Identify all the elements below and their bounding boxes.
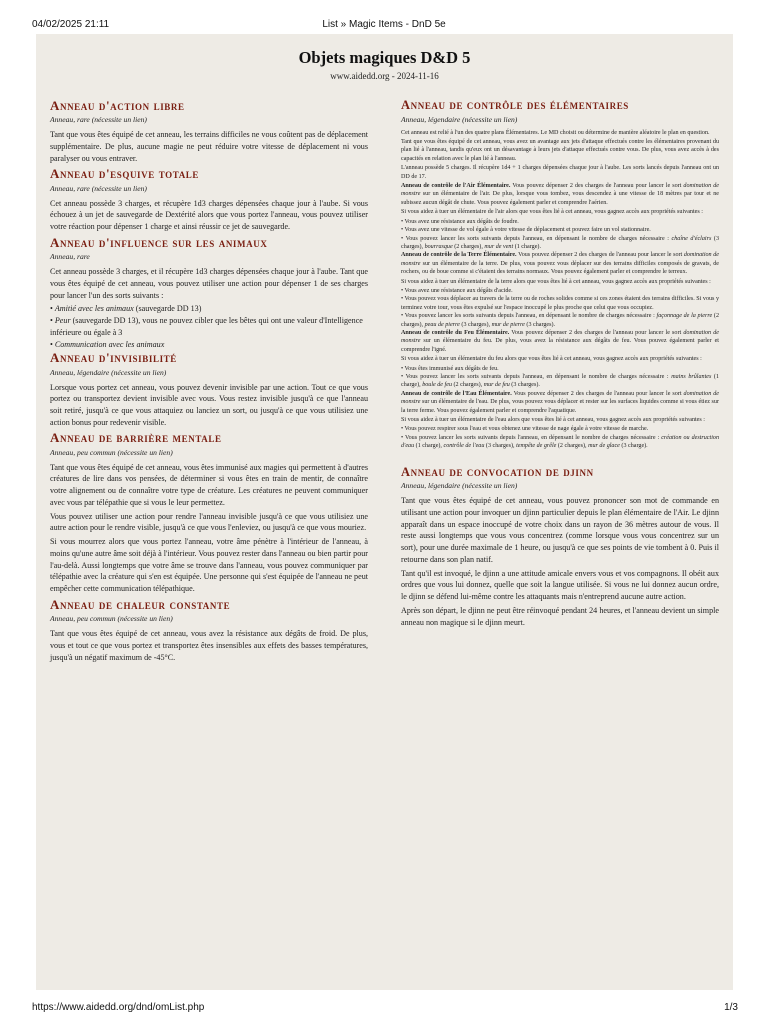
item-anneau-convocation-djinn <box>401 465 719 629</box>
spell-name: Amitié avec les animaux <box>54 304 134 314</box>
text-run: • Vous pouvez lancer les sorts suivants depuis l'anneau, en dépensant le nombre de charges nécessaire : <box>401 235 672 242</box>
property-list-item <box>401 312 719 329</box>
item-anneau-barriere-mentale <box>50 430 368 594</box>
text-run: (3 charges), <box>459 321 492 328</box>
spell-name: création ou destruction d'eau <box>401 434 719 450</box>
text-run: • Vous pouvez respirer sous l'eau et vous obtenez une vitesse de nage égale à votre vitesse de marche. <box>401 426 649 433</box>
item-title: Anneau d'influence sur les animaux <box>50 234 268 250</box>
text-run: (2 charges), <box>452 382 484 389</box>
item-title: Anneau de convocation de djinn <box>401 464 594 479</box>
text-run: • Vous pouvez lancer les sorts suivants depuis l'anneau, en dépensant le nombre de charges nécessaire : <box>401 434 662 441</box>
item-paragraph: Tant que vous êtes équipé de cet anneau, les terrains difficiles ne vous coûtent pas de déplacement supplémentaire. De plus, aucune magie ne peut réduire votre vitesse de déplacement ni vous paralyser ou vous entraver. <box>50 130 368 163</box>
spell-detail: (sauvegarde DD 13) <box>133 304 202 314</box>
text-run: (2 charges), <box>556 443 589 450</box>
property-list-item <box>401 365 719 373</box>
item-meta: Anneau, légendaire (nécessite un lien) <box>401 114 518 124</box>
item-anneau-invisibilite <box>50 350 368 428</box>
text-run: sur un élémentaire du feu. De plus, vous avez la résistance aux dégâts de feu. Vous pouvez également parler et comprendre l'igné. <box>401 338 719 353</box>
text-run: Vous pouvez dépenser 2 des charges de l'anneau pour lancer le sort <box>516 252 684 259</box>
item-anneau-action-libre <box>50 98 368 164</box>
spell-detail: (sauvegarde DD 13), vous ne pouvez cibler que les bêtes qui ont une valeur d'Intelligence inférieure ou égale à 3 <box>50 316 363 337</box>
property-list-item <box>401 425 719 433</box>
subsection-note: Si vous aidez à tuer un élémentaire du feu alors que vous êtes lié à cet anneau, vous gagnez accès aux propriétés suivantes : <box>401 356 702 363</box>
document-subtitle: www.aidedd.org - 2024-11-16 <box>330 71 439 81</box>
spell-name: Peur <box>54 316 71 326</box>
spell-name: Communication avec les animaux <box>54 339 165 349</box>
text-run: Vous pouvez dépenser 2 des charges de l'anneau pour lancer le sort <box>510 183 684 190</box>
item-paragraph: Cet anneau est relié à l'un des quatre plans Élémentaires. Le MD choisit ou détermine de manière aléatoire le plan en question. <box>401 129 710 136</box>
text-run: (3 charges), <box>401 235 719 250</box>
item-meta: Anneau, peu commun (nécessite un lien) <box>50 614 173 624</box>
item-paragraph: Si vous mourrez alors que vous portez l'anneau, votre âme pénètre à l'intérieur de l'anneau, à moins qu'une autre âme soit déjà à l'intérieur. Vous pouvez rester dans l'anneau ou bien partir pour l'au-delà. Aussi longtemps que votre âme se trouve dans l'anneau, vous pouvez communiquer par télépathie avec la créature qui s'en est équipée. Une personne qui s'est équipée de l'anneau ne peut empêcher cette communication télépathique. <box>50 537 368 594</box>
text-run: (3 charges). <box>524 321 556 328</box>
subsection-paragraph <box>401 251 719 276</box>
spell-name: mur de pierre <box>491 321 525 328</box>
item-meta: Anneau, rare (nécessite un lien) <box>50 115 147 125</box>
text-run: sur un élémentaire de l'eau. De plus, vous pouvez vous déplacer et rester sur les surfaces liquides comme si vous étiez sur la terre ferme. Vous pouvez également parler et comprendre l'aquatique. <box>401 399 719 414</box>
text-run: • Vous pouvez vous déplacer au travers de la terre ou de roches solides comme si ces zones étaient des terrains difficiles. Si vous y terminez votre tour, vous êtes expulsé sur l'espace inoccupé le plus proche que celui que vous occupiez. <box>401 296 719 311</box>
spell-name: domination de monstre <box>401 252 719 267</box>
print-url: https://www.aidedd.org/dnd/omList.php <box>32 1002 205 1013</box>
property-list-item <box>401 218 719 226</box>
property-list-item <box>401 226 719 234</box>
property-list-item <box>401 287 719 295</box>
print-page-title: List » Magic Items - DnD 5e <box>322 19 446 30</box>
spell-name: bourrasque <box>424 243 453 250</box>
text-run: sur un élémentaire de la terre. De plus, vous pouvez vous déplacer sur des terrains difficiles composés de gravats, de rochers, ou de boue comme si c'étaient des terrains normaux. Vous pouvez également parler et comprendre le terreux. <box>401 260 719 276</box>
text-run: • Vous avez une résistance aux dégâts de foudre. <box>401 218 519 225</box>
text-run: Vous pouvez dépenser 2 des charges de l'anneau pour lancer le sort <box>511 390 684 397</box>
item-anneau-controle-elementaires <box>401 98 719 451</box>
spell-name: tempête de grêle <box>516 443 557 450</box>
spell-name: boule de feu <box>422 382 452 389</box>
item-title: Anneau d'esquive totale <box>50 166 199 182</box>
item-title: Anneau de chaleur constante <box>50 596 231 612</box>
text-run: (2 charges), <box>452 243 485 250</box>
item-meta: Anneau, peu commun (nécessite un lien) <box>50 447 173 457</box>
print-header <box>0 0 768 34</box>
spell-name: peau de pierre <box>424 321 460 328</box>
item-title: Anneau d'action libre <box>50 98 185 113</box>
text-run: (3 charge). <box>619 443 648 450</box>
property-list-item <box>401 373 719 390</box>
spell-name: domination de monstre <box>401 329 719 345</box>
subsection-paragraph <box>401 390 719 415</box>
subsection-note: Si vous aidez à tuer un élémentaire de l'eau alors que vous êtes lié à cet anneau, vous gagnez accès aux propriétés suivantes : <box>401 417 705 424</box>
print-datetime: 04/02/2025 21:11 <box>32 19 110 30</box>
text-run: • Vous pouvez lancer les sorts suivants depuis l'anneau, en dépensant le nombre de charges nécessaire : <box>401 313 657 320</box>
right-column <box>401 98 719 630</box>
text-run: sur un élémentaire de l'air. De plus, lorsque vous tombez, vous descendez à une vitesse de 18 mètres par tour et ne subissez aucun dégât de chute. Vous pouvez également parler et comprendre l'aérien. <box>401 191 719 206</box>
item-paragraph: Vous pouvez utiliser une action pour rendre l'anneau invisible jusqu'à ce que vous utilisiez une autre action pour le rendre visible, jusqu'à ce que vous l'enleviez, ou jusqu'à ce que vous mouriez. <box>50 511 368 533</box>
text-run: (3 charges). <box>509 382 540 389</box>
item-meta: Anneau, rare (nécessite un lien) <box>50 183 147 193</box>
item-paragraph: Tant que vous êtes équipé de cet anneau, vous pouvez prononcer son mot de commande en utilisant une action pour invoquer un djinn particulier depuis le plan élémentaire de l'Air. Le djinn apparaît dans un espace inoccupé de votre choix dans un rayon de 36 mètres autour de vous. Il reste aussi longtemps que vous vous concentrez (comme lorsque vous vous concentrez sur un sort), pour une durée maximale de 1 heure, ou jusqu'à ce que ses points de vie tombent à 0. Puis il retourne dans son plan natif. <box>401 496 719 564</box>
text-run: (2 charges), <box>401 313 719 328</box>
text-run: • Vous pouvez lancer les sorts suivants depuis l'anneau, en dépensant le nombre de charges nécessaire : <box>401 374 672 380</box>
text-run: • Vous êtes immunisé aux dégâts de feu. <box>401 365 499 372</box>
item-paragraph: Tant qu'il est invoqué, le djinn a une attitude amicale envers vous et vos compagnons. Il obéit aux ordres que vous lui donnez, quelle que soit la langue utilisée. Si vous ne lui donnez aucun ordre, le djinn se défend lui-même contre les attaquants mais n'entreprend aucune autre action. <box>401 568 719 602</box>
spell-name: domination de monstre <box>401 183 719 198</box>
text-run: • Vous avez une résistance aux dégâts d'acide. <box>401 287 513 294</box>
text-run: (3 charges), <box>484 443 517 450</box>
item-meta: Anneau, légendaire (nécessite un lien) <box>50 367 167 377</box>
item-paragraph: Tant que vous êtes équipé de cet anneau, vous êtes immunisé aux magies qui permettent à d'autres créatures de lire dans vos pensées, de déterminer si vous êtes en train de mentir, de connaître votre alignement ou de connaître votre type de créature. Les créatures ne peuvent communiquer avec vous par télépathie que si vous le leur permettez. <box>50 462 368 507</box>
subsection-heading: Anneau de contrôle de la Terre Élémentaire. <box>401 252 517 259</box>
subsection-note: Si vous aidez à tuer un élémentaire de la terre alors que vous êtes lié à cet anneau, vous gagnez accès aux propriétés suivantes : <box>401 278 711 285</box>
subsection-paragraph <box>401 182 719 207</box>
print-footer <box>0 998 768 1024</box>
property-list-item <box>401 434 719 451</box>
subsection-note: Si vous aidez à tuer un élémentaire de l'air alors que vous êtes lié à cet anneau, vous gagnez accès aux propriétés suivantes : <box>401 209 703 216</box>
spell-name: domination de monstre <box>401 390 719 406</box>
left-column <box>50 98 368 665</box>
item-anneau-chaleur-constante <box>50 597 368 663</box>
text-run: (1 charge). <box>513 243 541 250</box>
item-paragraph: Cet anneau possède 3 charges, et récupère 1d3 charges dépensées chaque jour à l'aube. Si vous échouez à un jet de sauvegarde de Dextérité alors que vous portez l'anneau, vous pouvez utiliser votre réaction pour dépenser 1 charge et ainsi réussir ce jet de sauvegarde. <box>50 198 368 232</box>
item-title: Anneau de barrière mentale <box>50 430 222 446</box>
item-meta: Anneau, légendaire (nécessite un lien) <box>401 481 518 491</box>
subsection-paragraph <box>401 329 719 354</box>
spell-list-item: • Communication avec les animaux <box>50 339 165 349</box>
spell-list-item: • Peur (sauvegarde DD 13), vous ne pouvez cibler que les bêtes qui ont une valeur d'Intelligence inférieure ou égale à 3 <box>50 316 363 337</box>
property-list-item <box>401 235 719 252</box>
spell-name: mur de vent <box>484 243 514 250</box>
spell-name: mur de glace <box>588 443 620 450</box>
text-run: (1 charge), <box>401 374 719 389</box>
item-paragraph: Cet anneau possède 3 charges, et il récupère 1d3 charges dépensées chaque jour à l'aube. Tant que vous êtes équipé de cet anneau, vous pouvez utiliser une action pour dépenser 1 de ses charges pour lancer l'un des sorts suivants : <box>50 267 368 300</box>
print-page-number: 1/3 <box>724 1002 738 1013</box>
item-anneau-esquive-totale <box>50 166 368 232</box>
spell-name: contrôle de l'eau <box>443 443 485 450</box>
item-anneau-influence-animaux <box>50 235 368 350</box>
spell-list-item: • Amitié avec les animaux (sauvegarde DD 13) <box>50 304 202 314</box>
item-paragraph: L'anneau possède 5 charges. Il récupère 1d4 + 1 charges dépensées chaque jour à l'aube. Les sorts lancés depuis l'anneau ont un DD de 17. <box>401 165 719 180</box>
document-title: Objets magiques D&D 5 <box>298 48 471 67</box>
document-page <box>36 34 733 990</box>
item-meta: Anneau, rare <box>50 252 90 262</box>
text-run: • Vous avez une vitesse de vol égale à votre vitesse de déplacement et pouvez faire un vol stationnaire. <box>401 227 651 234</box>
spell-name: mur de feu <box>483 382 510 389</box>
text-run: Vous pouvez dépenser 2 des charges de l'anneau pour lancer le sort <box>509 329 684 336</box>
spell-name: façonnage de la pierre <box>656 313 713 320</box>
subsection-heading: Anneau de contrôle du Feu Élémentaire. <box>401 329 510 336</box>
element-subsections <box>401 182 719 451</box>
item-paragraph: Tant que vous êtes équipé de cet anneau, vous avez la résistance aux dégâts de froid. De plus, vous et tout ce que vous portez et transportez êtes insensibles aux effets des basses températures, jusqu'à un négatif maximum de -45°C. <box>50 629 368 662</box>
spell-name: chaîne d'éclairs <box>671 235 712 242</box>
item-title: Anneau d'invisibilité <box>50 350 177 366</box>
property-list-item <box>401 295 719 312</box>
subsection-heading: Anneau de contrôle de l'Eau Élémentaire. <box>401 390 512 397</box>
item-paragraph: Tant que vous êtes équipé de cet anneau, vous avez un avantage aux jets d'attaque effectués contre les élémentaires provenant du plan lié à l'anneau, tandis qu'eux ont un désavantage à leurs jets d'attaque effectués contre vous. De plus, vous avez accès à des capacités en relation avec le plan lié à l'anneau. <box>401 139 719 162</box>
subsection-heading: Anneau de contrôle de l'Air Élémentaire. <box>401 183 511 190</box>
spell-name: mains brûlantes <box>671 374 712 380</box>
item-title: Anneau de contrôle des élémentaires <box>401 98 629 112</box>
item-paragraph: Lorsque vous portez cet anneau, vous pouvez devenir invisible par une action. Tout ce que vous portez ou transportez devient invisible avec vous. Vous restez invisible jusqu'à ce que l'anneau soit retiré, jusqu'à ce que vous attaquiez ou lanciez un sort, ou jusqu'à ce que vous utilisiez une action bonus pour redevenir visible. <box>50 382 368 427</box>
text-run: (1 charge), <box>414 443 444 450</box>
item-paragraph: Après son départ, le djinn ne peut être réinvoqué pendant 24 heures, et l'anneau devient un simple anneau non magique si le djinn meurt. <box>401 605 719 627</box>
